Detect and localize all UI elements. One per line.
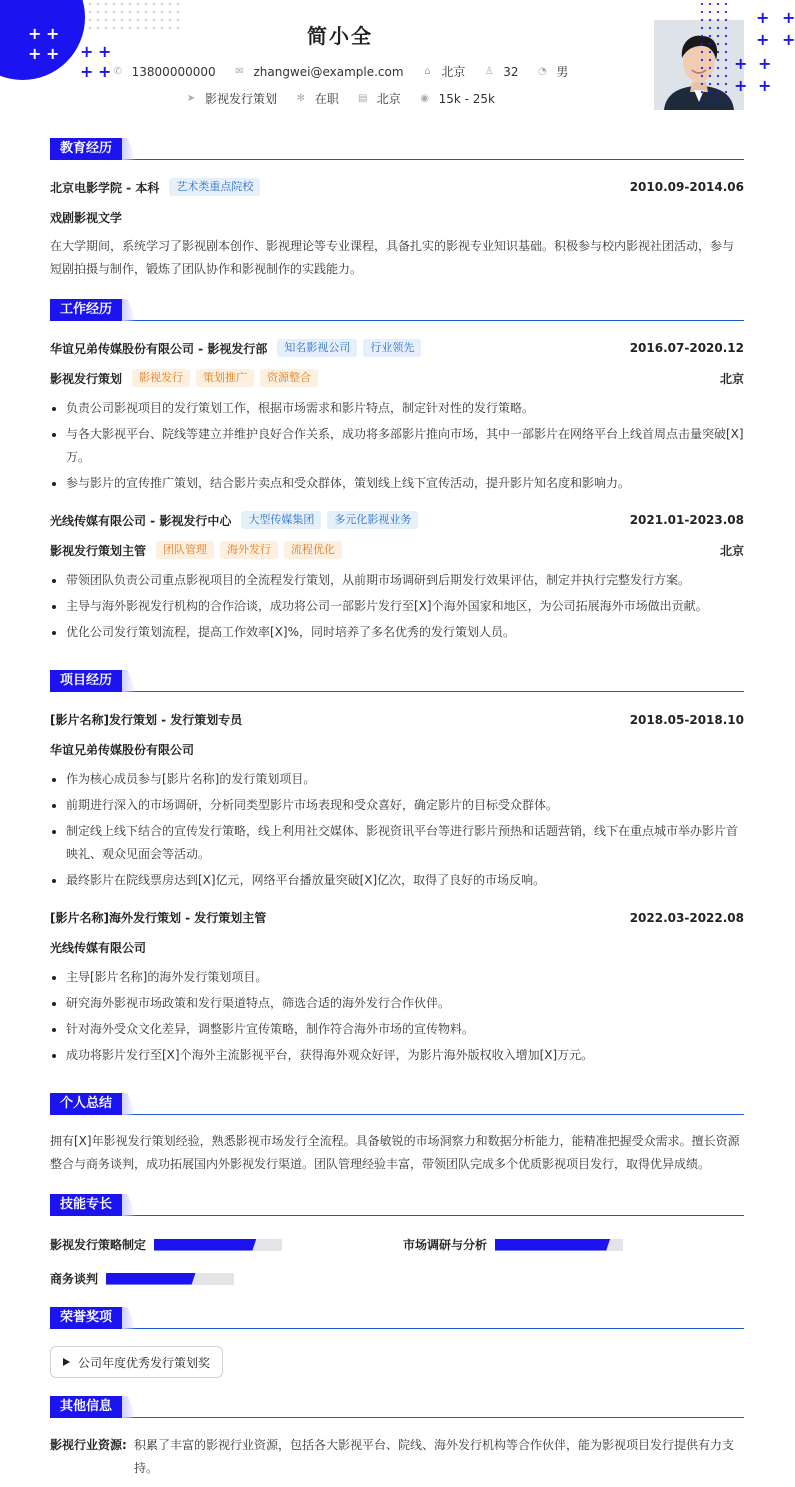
project-title-row [50, 711, 744, 728]
project-company: 光线传媒有限公司 [50, 941, 147, 955]
section-title: 荣誉奖项 [50, 1307, 122, 1329]
age-icon: ♙ [484, 66, 494, 77]
education-section [50, 138, 744, 288]
projects-section [50, 670, 744, 1070]
list-item: 针对海外受众文化差异，调整影片宣传策略，制作符合海外市场的宣传物料。 [50, 1018, 744, 1041]
job-duties [50, 569, 744, 647]
project-company: 华谊兄弟传媒股份有限公司 [50, 743, 195, 757]
list-item: 负责公司影视项目的发行策划工作，根据市场需求和影片特点，制定针对性的发行策略。 [50, 397, 744, 420]
salary-text: 15k - 25k [438, 91, 495, 106]
building-icon: ▤ [357, 93, 368, 104]
skill-item [403, 1236, 623, 1253]
skill-name: 商务谈判 [50, 1272, 99, 1286]
status-text: 在职 [314, 92, 339, 106]
phone-icon: ✆ [113, 66, 122, 77]
education-row [50, 178, 744, 196]
plus-decoration: + [98, 42, 112, 61]
school-tag: 艺术类重点院校 [169, 178, 260, 196]
other-info-text: 积累了丰富的影视行业资源，包括各大影视平台、院线、海外发行机构等合作伙伴，能为影视项目发行提供有力支持。 [134, 1438, 735, 1475]
section-title: 工作经历 [50, 299, 122, 321]
award-name: 公司年度优秀发行策划奖 [78, 1355, 211, 1370]
plus-decoration: + [758, 76, 772, 95]
status-item [295, 90, 339, 107]
other-info-label: 影视行业资源: [50, 1438, 127, 1452]
salary-item [419, 92, 495, 106]
education-period: 2010.09-2014.06 [629, 180, 744, 194]
skill-item [50, 1236, 282, 1253]
plus-decoration: + [734, 76, 748, 95]
skill-bar [106, 1273, 234, 1285]
section-title: 其他信息 [50, 1396, 122, 1418]
age-text: 32 [503, 64, 519, 79]
section-header [50, 299, 744, 321]
salary-icon: ◉ [420, 93, 429, 104]
job-duties [50, 397, 744, 498]
plus-decoration: + [80, 62, 94, 81]
skill-tag: 影视发行 [132, 369, 190, 387]
section-title: 个人总结 [50, 1093, 122, 1115]
job-role-row [50, 369, 744, 387]
plus-decoration: + [28, 44, 42, 63]
school-name: 北京电影学院 - 本科 [50, 180, 160, 195]
list-item: 与各大影视平台、院线等建立并维护良好合作关系，成功将多部影片推向市场，其中一部影片在网络平台上线首周点击量突破[X]万。 [50, 423, 744, 469]
target-text: 影视发行策划 [205, 92, 278, 106]
list-item: 研究海外影视市场政策和发行渠道特点，筛选合适的海外发行合作伙伴。 [50, 992, 744, 1015]
plus-decoration: + [28, 24, 42, 43]
section-header [50, 138, 744, 160]
award-item[interactable] [50, 1346, 223, 1378]
dots-decoration [698, 0, 732, 104]
summary-section [50, 1093, 744, 1183]
candidate-name: 简小全 [307, 24, 373, 48]
expand-arrow-icon [63, 1358, 70, 1366]
company-tag: 多元化影视业务 [327, 511, 418, 529]
list-item: 制定线上线下结合的宣传发行策略，线上利用社交媒体、影视资讯平台等进行影片预热和话题营销，线下在重点城市举办影片首映礼、观众见面会等活动。 [50, 820, 744, 866]
job-city: 北京 [719, 543, 744, 558]
major-name: 戏剧影视文学 [50, 211, 123, 225]
mail-icon: ✉ [235, 66, 244, 77]
skill-bar-fill [154, 1239, 256, 1251]
phone-item [112, 65, 216, 79]
list-item: 参与影片的宣传推广策划，结合影片卖点和受众群体，策划线上线下宣传活动，提升影片知名度和影响力。 [50, 472, 744, 495]
project-period: 2022.03-2022.08 [629, 910, 744, 925]
company-tag: 行业领先 [363, 339, 421, 357]
skill-tag: 资源整合 [260, 369, 318, 387]
home-icon: ⌂ [424, 66, 431, 77]
gender-text: 男 [556, 65, 569, 79]
skill-bar [154, 1239, 282, 1251]
other-info-section [50, 1396, 744, 1486]
job-role: 影视发行策划主管 [50, 543, 147, 558]
plus-decoration: + [756, 8, 770, 27]
plus-decoration: + [46, 44, 60, 63]
skill-tag: 策划推广 [196, 369, 254, 387]
list-item: 优化公司发行策划流程，提高工作效率[X]%，同时培养了多名优秀的发行策划人员。 [50, 621, 744, 644]
project-company-row [50, 741, 744, 758]
email-item [233, 65, 403, 79]
project-period: 2018.05-2018.10 [629, 712, 744, 727]
skill-tag: 海外发行 [220, 541, 278, 559]
summary-text: 拥有[X]年影视发行策划经验，熟悉影视市场发行全流程。具备敏锐的市场洞察力和数据分析能力，能精准把握受众需求。擅长资源整合与商务谈判，成功拓展国内外影视发行渠道。团队管理经验丰富，带领团队完成多个优质影视项目发行，取得优异成绩。 [50, 1134, 740, 1171]
plus-decoration: + [98, 62, 112, 81]
email-text: zhangwei@example.com [253, 64, 404, 79]
plus-decoration: + [782, 8, 795, 27]
section-header [50, 670, 744, 692]
list-item: 主导[影片名称]的海外发行策划项目。 [50, 966, 744, 989]
city-text: 北京 [376, 92, 401, 106]
target-icon: ➤ [186, 93, 196, 104]
job-period: 2021.01-2023.08 [629, 513, 744, 527]
company-tag: 大型传媒集团 [241, 511, 321, 529]
job-role-row [50, 541, 744, 559]
age-item [483, 65, 518, 79]
location-text: 北京 [441, 65, 466, 79]
skill-item [50, 1270, 234, 1287]
awards-section [50, 1307, 744, 1387]
job-period: 2016.07-2020.12 [629, 341, 744, 355]
section-header [50, 1396, 744, 1418]
education-description: 在大学期间，系统学习了影视剧本创作、影视理论等专业课程，具备扎实的影视专业知识基础。积极参与校内影视社团活动，参与短剧拍摄与制作，锻炼了团队协作和影视制作的实践能力。 [50, 239, 735, 276]
project-title-row [50, 909, 744, 926]
job-intent-row [0, 90, 680, 107]
project-name: [影片名称]发行策划 - 发行策划专员 [50, 713, 243, 727]
skill-bar-fill [495, 1239, 610, 1251]
other-info-row [50, 1434, 744, 1480]
skill-bar [495, 1239, 623, 1251]
status-icon: ✻ [296, 93, 306, 104]
gender-icon: ◔ [537, 66, 547, 77]
list-item: 作为核心成员参与[影片名称]的发行策划项目。 [50, 768, 744, 791]
skill-tag: 流程优化 [284, 541, 342, 559]
skill-bar-fill [106, 1273, 196, 1285]
list-item: 主导与海外影视发行机构的合作洽谈，成功将公司一部影片发行至[X]个海外国家和地区，为公司拓展海外市场做出贡献。 [50, 595, 744, 618]
skill-name: 市场调研与分析 [403, 1238, 488, 1252]
section-header [50, 1093, 744, 1115]
work-section [50, 299, 744, 659]
project-company-row [50, 939, 744, 956]
gender-item [536, 63, 568, 80]
company-name: 光线传媒有限公司 - 影视发行中心 [50, 513, 232, 528]
plus-decoration: + [734, 54, 748, 73]
target-item [185, 90, 277, 107]
location-item [421, 63, 465, 80]
section-title: 技能专长 [50, 1194, 122, 1216]
project-details [50, 768, 744, 895]
skill-tag: 团队管理 [156, 541, 214, 559]
section-header [50, 1307, 744, 1329]
job-company-row [50, 511, 744, 529]
skill-name: 影视发行策略制定 [50, 1238, 147, 1252]
list-item: 成功将影片发行至[X]个海外主流影视平台，获得海外观众好评，为影片海外版权收入增加[X]万元。 [50, 1044, 744, 1067]
plus-decoration: + [46, 24, 60, 43]
project-name: [影片名称]海外发行策划 - 发行策划主管 [50, 911, 267, 925]
company-tag: 知名影视公司 [277, 339, 357, 357]
list-item: 前期进行深入的市场调研，分析同类型影片市场表现和受众喜好，确定影片的目标受众群体。 [50, 794, 744, 817]
section-header [50, 1194, 744, 1216]
city-item [357, 90, 401, 107]
plus-decoration: + [782, 30, 795, 49]
job-company-row [50, 339, 744, 357]
project-details [50, 966, 744, 1070]
plus-decoration: + [758, 54, 772, 73]
contact-info-row [0, 63, 680, 80]
phone-text: 13800000000 [131, 64, 216, 79]
job-role: 影视发行策划 [50, 371, 123, 386]
skills-section [50, 1194, 744, 1294]
list-item: 最终影片在院线票房达到[X]亿元，网络平台播放量突破[X]亿次，取得了良好的市场反响。 [50, 869, 744, 892]
company-name: 华谊兄弟传媒股份有限公司 - 影视发行部 [50, 341, 268, 356]
major-row [50, 209, 744, 226]
plus-decoration: + [756, 30, 770, 49]
job-city: 北京 [719, 371, 744, 386]
section-title: 项目经历 [50, 670, 122, 692]
plus-decoration: + [80, 42, 94, 61]
list-item: 带领团队负责公司重点影视项目的全流程发行策划，从前期市场调研到后期发行效果评估，制定并执行完整发行方案。 [50, 569, 744, 592]
section-title: 教育经历 [50, 138, 122, 160]
